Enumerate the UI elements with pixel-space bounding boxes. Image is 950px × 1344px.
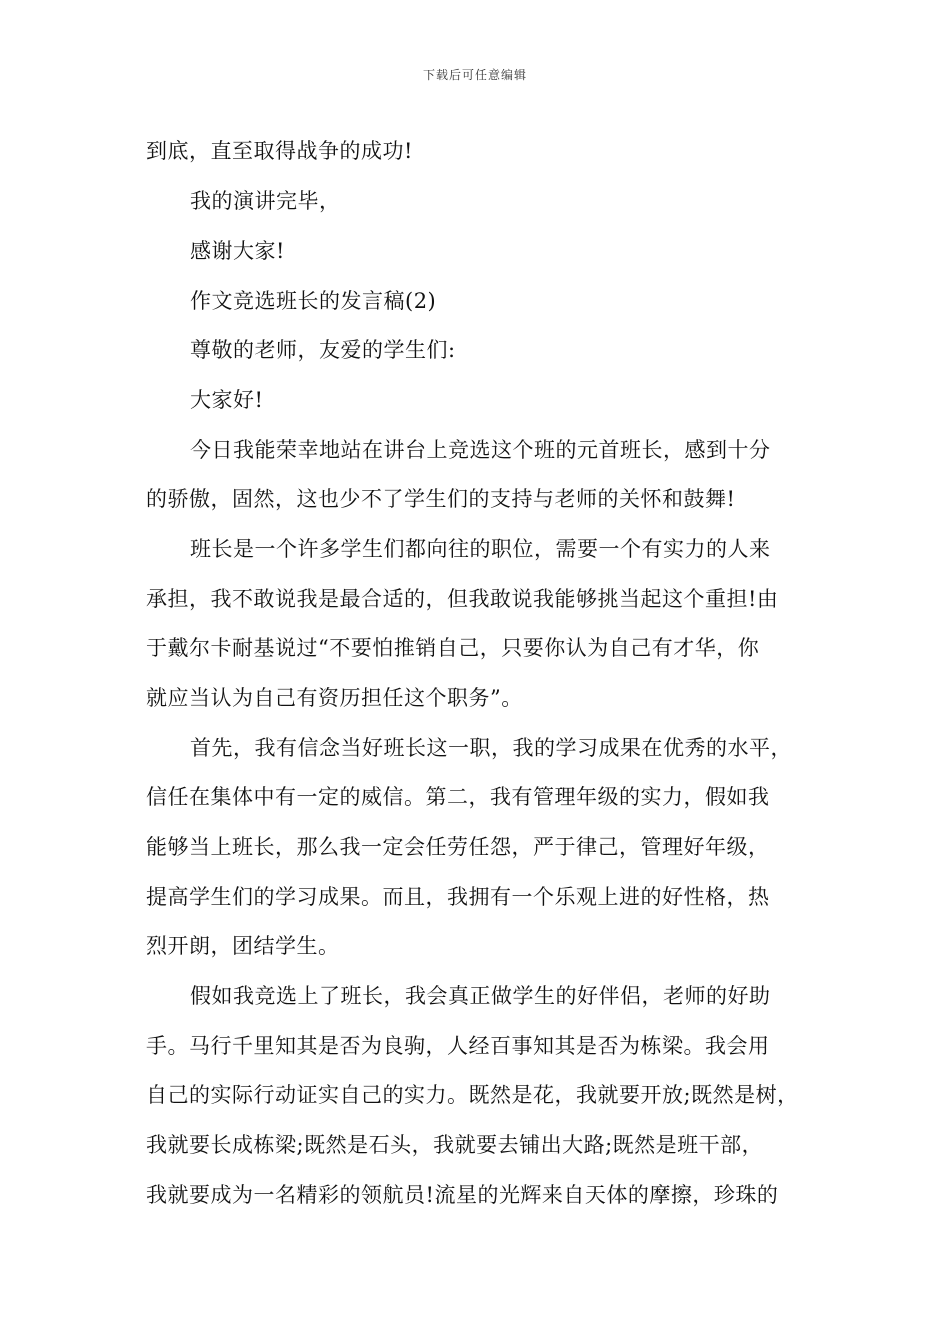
- text-line: 我的演讲完毕，: [190, 189, 341, 213]
- text-line: 手。马行千里知其是否为良驹，人经百事知其是否为栋梁。我会用: [146, 1034, 770, 1058]
- text-line: 烈开朗，团结学生。: [146, 934, 340, 958]
- page-header: 下载后可任意编辑: [422, 68, 527, 82]
- text-line: 感谢大家!: [190, 239, 285, 263]
- text-line: 尊敬的老师，友爱的学生们:: [190, 338, 456, 362]
- text-line: 自己的实际行动证实自己的实力。既然是花，我就要开放;既然是树，: [146, 1083, 799, 1107]
- text-line: 承担，我不敢说我是最合适的，但我敢说我能够挑当起这个重担!由: [146, 587, 779, 611]
- text-line: 能够当上班长，那么我一定会任劳任怨，严于律己，管理好年级，: [146, 835, 770, 859]
- text-line: 大家好!: [190, 388, 264, 412]
- text-line: 的骄傲，固然，这也少不了学生们的支持与老师的关怀和鼓舞!: [146, 487, 736, 511]
- text-line: 我就要长成栋梁;既然是石头，我就要去铺出大路;既然是班干部，: [146, 1133, 764, 1157]
- text-line: 我就要成为一名精彩的领航员!流星的光辉来自天体的摩擦，珍珠的: [146, 1183, 779, 1207]
- text-line: 首先，我有信念当好班长这一职，我的学习成果在优秀的水平，: [190, 736, 792, 760]
- text-line: 假如我竞选上了班长，我会真正做学生的好伴侣，老师的好助: [190, 984, 771, 1008]
- text-line: 班长是一个许多学生们都向往的职位，需要一个有实力的人来: [190, 537, 771, 561]
- text-line: 到底，直至取得战争的成功!: [146, 139, 413, 163]
- text-line: 就应当认为自己有资历担任这个职务”。: [146, 686, 523, 710]
- text-line: 今日我能荣幸地站在讲台上竞选这个班的元首班长，感到十分: [190, 438, 771, 462]
- text-line: 作文竞选班长的发言稿(2): [190, 289, 437, 313]
- text-line: 于戴尔卡耐基说过“不要怕推销自己，只要你认为自己有才华，你: [146, 636, 760, 660]
- text-line: 信任在集体中有一定的威信。第二，我有管理年级的实力，假如我: [146, 785, 770, 809]
- text-line: 提高学生们的学习成果。而且，我拥有一个乐观上进的好性格，热: [146, 885, 770, 909]
